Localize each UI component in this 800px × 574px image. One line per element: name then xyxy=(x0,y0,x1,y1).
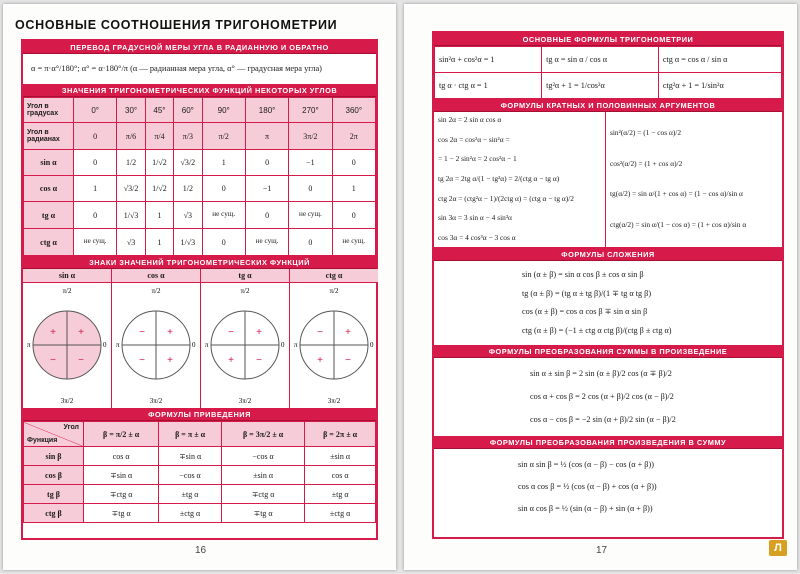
reduction-table xyxy=(23,421,376,523)
formula-line: cos α − cos β = −2 sin (α + β)/2 sin (α − β)/2 xyxy=(530,414,676,424)
section-header-conversion: ПЕРЕВОД ГРАДУСНОЙ МЕРЫ УГЛА В РАДИАННУЮ И ОБРАТНО xyxy=(23,41,376,54)
page-title: ОСНОВНЫЕ СООТНОШЕНИЯ ТРИГОНОМЕТРИИ xyxy=(15,18,338,32)
reduction-cell: ±ctg α xyxy=(305,504,376,523)
section-header-addition: ФОРМУЛЫ СЛОЖЕНИЯ xyxy=(434,248,782,261)
svg-text:0: 0 xyxy=(103,341,107,349)
degree-cell: 90° xyxy=(202,98,245,123)
value-cell: 1/√2 xyxy=(145,150,173,176)
value-cell: 1/2 xyxy=(174,176,202,202)
value-cell: 1 xyxy=(332,176,375,202)
corner-top-label: Угол xyxy=(63,424,79,431)
svg-text:+: + xyxy=(78,327,84,338)
reduction-col-header: β = 3π/2 ± α xyxy=(221,422,304,447)
section-header-multiple: ФОРМУЛЫ КРАТНЫХ И ПОЛОВИННЫХ АРГУМЕНТОВ xyxy=(434,99,782,112)
basic-formula: ctg α = cos α / sin α xyxy=(658,47,781,73)
value-cell: 0 xyxy=(202,229,245,256)
formula-line: sin α sin β = ½ (cos (α − β) − cos (α + β)) xyxy=(518,460,654,470)
svg-text:π: π xyxy=(27,341,31,349)
section-header-signs: ЗНАКИ ЗНАЧЕНИЙ ТРИГОНОМЕТРИЧЕСКИХ ФУНКЦИЙ xyxy=(23,256,376,269)
value-cell: 1 xyxy=(145,202,173,229)
function-label: cos α xyxy=(24,176,74,202)
svg-text:3π/2: 3π/2 xyxy=(238,397,252,405)
degree-cell: 180° xyxy=(245,98,288,123)
basic-formula: tg²α + 1 = 1/cos²α xyxy=(542,73,659,99)
reduction-col-header: β = π ± α xyxy=(159,422,222,447)
sign-circle-icon xyxy=(23,283,111,407)
page-number: 17 xyxy=(596,545,608,556)
conversion-formula: α = π·α°/180°; α° = α·180°/π (α — радианная мера угла, α° — градусная мера угла) xyxy=(31,64,322,73)
degree-cell: 30° xyxy=(117,98,145,123)
svg-text:−: − xyxy=(139,355,145,366)
value-cell: 0 xyxy=(74,202,117,229)
basic-formula: tg α = sin α / cos α xyxy=(542,47,659,73)
value-cell: 1/√3 xyxy=(117,202,145,229)
reduction-cell: −cos α xyxy=(159,466,222,485)
value-cell: не сущ. xyxy=(245,229,288,256)
publisher-logo-icon: Л xyxy=(769,540,787,556)
sign-circle-icon xyxy=(112,283,200,407)
sign-panel-title: tg α xyxy=(201,269,289,283)
reduction-cell: −cos α xyxy=(221,447,304,466)
reduction-cell: ∓sin α xyxy=(159,447,222,466)
reduction-fn: cos β xyxy=(24,466,84,485)
reduction-corner xyxy=(24,422,84,447)
function-label: ctg α xyxy=(24,229,74,256)
sign-panel-title: cos α xyxy=(112,269,200,283)
svg-text:+: + xyxy=(317,355,323,366)
formula-line: sin 2α = 2 sin α cos α xyxy=(438,115,502,124)
svg-text:0: 0 xyxy=(370,341,374,349)
svg-text:+: + xyxy=(228,355,234,366)
value-cell: √3 xyxy=(117,229,145,256)
formula-line: ctg 2α = (ctg²α − 1)/(2ctg α) = (ctg α − tg α)/2 xyxy=(438,193,574,203)
right-frame xyxy=(432,31,784,539)
value-cell: 0 xyxy=(332,150,375,176)
basic-formulas-grid xyxy=(434,46,782,99)
function-label: sin α xyxy=(24,150,74,176)
row-label-radians: Угол в радианах xyxy=(24,123,74,150)
multiple-args-left xyxy=(434,112,606,247)
multiple-args-block xyxy=(434,112,782,248)
reduction-cell: ±ctg α xyxy=(159,504,222,523)
svg-text:−: − xyxy=(345,355,351,366)
reduction-fn: sin β xyxy=(24,447,84,466)
value-cell: 1/2 xyxy=(117,150,145,176)
svg-text:+: + xyxy=(167,355,173,366)
product-to-sum-block xyxy=(434,449,782,525)
svg-text:−: − xyxy=(139,327,145,338)
value-cell: не сущ. xyxy=(202,202,245,229)
value-cell: √3/2 xyxy=(174,150,202,176)
sign-circle-icon xyxy=(290,283,378,407)
sign-circle-icon xyxy=(201,283,289,407)
section-header-values: ЗНАЧЕНИЯ ТРИГОНОМЕТРИЧЕСКИХ ФУНКЦИЙ НЕКОТОРЫХ УГЛОВ xyxy=(23,84,376,97)
value-cell: 0 xyxy=(202,176,245,202)
formula-line: sin α ± sin β = 2 sin (α ± β)/2 cos (α ∓ β)/2 xyxy=(530,369,672,379)
addition-block xyxy=(434,261,782,345)
left-frame xyxy=(21,39,378,540)
reduction-fn: ctg β xyxy=(24,504,84,523)
formula-line: sin (α ± β) = sin α cos β ± cos α sin β xyxy=(522,270,644,280)
corner-bottom-label: Функция xyxy=(27,437,58,444)
reduction-cell: ∓ctg α xyxy=(84,485,159,504)
sign-panel-title: sin α xyxy=(23,269,111,283)
formula-line: ctg (α ± β) = (−1 ± ctg α ctg β)/(ctg β ± ctg α) xyxy=(522,325,672,335)
svg-text:+: + xyxy=(345,327,351,338)
section-header-basic: ОСНОВНЫЕ ФОРМУЛЫ ТРИГОНОМЕТРИИ xyxy=(434,33,782,46)
radian-cell: 3π/2 xyxy=(289,123,332,150)
svg-text:0: 0 xyxy=(192,341,196,349)
radian-cell: π/2 xyxy=(202,123,245,150)
reduction-cell: ±sin α xyxy=(221,466,304,485)
sign-panel xyxy=(201,269,290,408)
radian-cell: 2π xyxy=(332,123,375,150)
left-page xyxy=(3,4,396,570)
section-header-sum-to-product: ФОРМУЛЫ ПРЕОБРАЗОВАНИЯ СУММЫ В ПРОИЗВЕДЕНИЕ xyxy=(434,345,782,358)
reduction-cell: ∓tg α xyxy=(84,504,159,523)
right-page xyxy=(404,4,797,570)
svg-text:0: 0 xyxy=(281,341,285,349)
formula-line: cos 3α = 4 cos³α − 3 cos α xyxy=(438,233,516,243)
value-cell: 0 xyxy=(289,229,332,256)
formula-line: tg(α/2) = sin α/(1 + cos α) = (1 − cos α)/sin α xyxy=(610,189,743,199)
value-cell: 0 xyxy=(74,150,117,176)
value-cell: 0 xyxy=(245,202,288,229)
degree-cell: 270° xyxy=(289,98,332,123)
sign-panel xyxy=(112,269,201,408)
value-cell: 0 xyxy=(332,202,375,229)
formula-line: cos α + cos β = 2 cos (α + β)/2 cos (α − β)/2 xyxy=(530,392,674,402)
value-cell: не сущ. xyxy=(332,229,375,256)
sum-to-product-block xyxy=(434,358,782,436)
reduction-cell: ∓tg α xyxy=(221,504,304,523)
degree-cell: 360° xyxy=(332,98,375,123)
value-cell: 1 xyxy=(145,229,173,256)
svg-text:3π/2: 3π/2 xyxy=(149,397,163,405)
formula-line: = 1 − 2 sin²α = 2 cos²α − 1 xyxy=(438,154,517,164)
value-cell: не сущ. xyxy=(74,229,117,256)
reduction-cell: ±sin α xyxy=(305,447,376,466)
svg-text:π/2: π/2 xyxy=(151,287,161,295)
value-cell: 1/√2 xyxy=(145,176,173,202)
value-cell: не сущ. xyxy=(289,202,332,229)
degree-cell: 45° xyxy=(145,98,173,123)
formula-line: sin 3α = 3 sin α − 4 sin³α xyxy=(438,213,512,223)
formula-line: cos 2α = cos²α − sin²α = xyxy=(438,134,510,144)
values-table xyxy=(23,97,376,256)
formula-line: ctg(α/2) = sin α/(1 − cos α) = (1 + cos α)/sin α xyxy=(610,220,747,230)
svg-text:−: − xyxy=(228,327,234,338)
value-cell: √3/2 xyxy=(117,176,145,202)
reduction-col-header: β = π/2 ± α xyxy=(84,422,159,447)
page-number: 16 xyxy=(195,545,207,556)
function-label: tg α xyxy=(24,202,74,229)
reduction-cell: cos α xyxy=(84,447,159,466)
value-cell: −1 xyxy=(245,176,288,202)
svg-text:+: + xyxy=(50,327,56,338)
value-cell: 1/√3 xyxy=(174,229,202,256)
sign-panel xyxy=(290,269,378,408)
svg-text:+: + xyxy=(167,327,173,338)
svg-text:π: π xyxy=(116,341,120,349)
value-cell: 0 xyxy=(245,150,288,176)
radian-cell: π xyxy=(245,123,288,150)
reduction-col-header: β = 2π ± α xyxy=(305,422,376,447)
formula-line: tg (α ± β) = (tg α ± tg β)/(1 ∓ tg α tg β) xyxy=(522,288,652,298)
basic-formula: sin²α + cos²α = 1 xyxy=(435,47,542,73)
reduction-cell: ±tg α xyxy=(305,485,376,504)
radian-cell: 0 xyxy=(74,123,117,150)
formula-line: cos α cos β = ½ (cos (α − β) + cos (α + β)) xyxy=(518,482,657,492)
radian-cell: π/4 xyxy=(145,123,173,150)
value-cell: 0 xyxy=(289,176,332,202)
svg-text:−: − xyxy=(256,355,262,366)
reduction-fn: tg β xyxy=(24,485,84,504)
multiple-args-right xyxy=(606,112,782,247)
svg-text:π: π xyxy=(205,341,209,349)
svg-text:+: + xyxy=(256,327,262,338)
formula-line: cos²(α/2) = (1 + cos α)/2 xyxy=(610,158,683,168)
formula-line: sin α cos β = ½ (sin (α − β) + sin (α + β)) xyxy=(518,504,653,514)
value-cell: √3 xyxy=(174,202,202,229)
signs-row xyxy=(23,269,376,408)
formula-line: tg 2α = 2tg α/(1 − tg²α) = 2/(ctg α − tg α) xyxy=(438,174,560,184)
svg-text:3π/2: 3π/2 xyxy=(60,397,74,405)
degree-cell: 0° xyxy=(74,98,117,123)
formula-line: sin²(α/2) = (1 − cos α)/2 xyxy=(610,127,682,137)
formula-line: cos (α ± β) = cos α cos β ∓ sin α sin β xyxy=(522,307,648,317)
svg-text:3π/2: 3π/2 xyxy=(327,397,341,405)
radian-cell: π/6 xyxy=(117,123,145,150)
reduction-cell: ∓sin α xyxy=(84,466,159,485)
value-cell: 1 xyxy=(74,176,117,202)
reduction-cell: ∓ctg α xyxy=(221,485,304,504)
basic-formula: ctg²α + 1 = 1/sin²α xyxy=(658,73,781,99)
svg-text:π/2: π/2 xyxy=(62,287,72,295)
svg-text:−: − xyxy=(50,355,56,366)
value-cell: −1 xyxy=(289,150,332,176)
reduction-cell: cos α xyxy=(305,466,376,485)
sign-panel-title: ctg α xyxy=(290,269,378,283)
radian-cell: π/3 xyxy=(174,123,202,150)
row-label-degrees: Угол в градусах xyxy=(24,98,74,123)
section-header-product-to-sum: ФОРМУЛЫ ПРЕОБРАЗОВАНИЯ ПРОИЗВЕДЕНИЯ В СУММУ xyxy=(434,436,782,449)
svg-text:π/2: π/2 xyxy=(240,287,250,295)
svg-text:π/2: π/2 xyxy=(329,287,339,295)
sign-panel xyxy=(23,269,112,408)
degree-cell: 60° xyxy=(174,98,202,123)
svg-text:−: − xyxy=(78,355,84,366)
section-header-reduction: ФОРМУЛЫ ПРИВЕДЕНИЯ xyxy=(23,408,376,421)
reduction-cell: ±tg α xyxy=(159,485,222,504)
value-cell: 1 xyxy=(202,150,245,176)
svg-text:π: π xyxy=(294,341,298,349)
basic-formula: tg α · ctg α = 1 xyxy=(435,73,542,99)
svg-text:−: − xyxy=(317,327,323,338)
